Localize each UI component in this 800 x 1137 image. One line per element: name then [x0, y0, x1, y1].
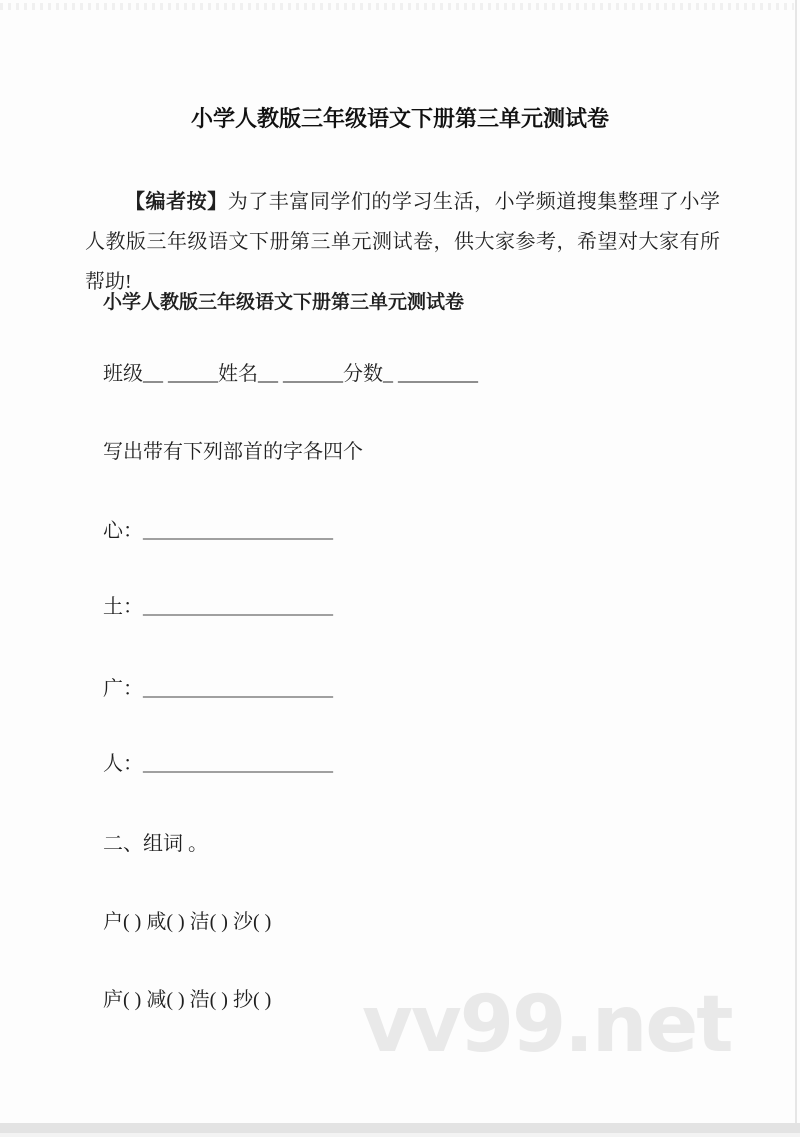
site-watermark: vv99.net: [362, 980, 732, 1070]
radical-label: 广：: [103, 678, 143, 700]
answer-blank: ___________________: [143, 520, 333, 542]
editor-note-body: 为了丰富同学们的学习生活，小学频道搜集整理了小学人教版三年级语文下册第三单元测试卷，供大家参考，希望对大家有所帮助!: [85, 191, 721, 293]
answer-blank: ___________________: [143, 753, 333, 775]
top-perforation-pattern: [0, 3, 794, 10]
section1-heading: 写出带有下列部首的字各四个: [103, 441, 363, 463]
document-title: 小学人教版三年级语文下册第三单元测试卷: [190, 105, 609, 131]
radical-item-tu: [103, 595, 740, 619]
radical-item-xin: [103, 519, 740, 543]
answer-blank: ___________________: [143, 596, 333, 618]
editor-note-lead: 【编者按】: [125, 191, 228, 213]
word-group-row: 户( ) 咸( ) 洁( ) 沙( ): [103, 911, 272, 933]
paper-subtitle: 小学人教版三年级语文下册第三单元测试卷: [103, 292, 465, 313]
page-break-band: [0, 1123, 800, 1133]
radical-item-ren: [103, 752, 740, 776]
radical-label: 土：: [103, 596, 143, 618]
next-page-edge: [0, 1133, 800, 1137]
section2-heading: 二、组词 。: [103, 833, 208, 855]
answer-blank: ___________________: [143, 678, 333, 700]
radical-label: 人：: [103, 753, 143, 775]
radical-label: 心：: [103, 520, 143, 542]
radical-item-guang: [103, 677, 740, 701]
editor-note-paragraph: [85, 182, 720, 302]
class-name-score-line: 班级__ _____姓名__ ______分数_ ________: [103, 363, 478, 385]
word-group-row: 庐( ) 减( ) 浩( ) 抄( ): [103, 989, 272, 1011]
page-right-edge: [795, 0, 797, 1123]
